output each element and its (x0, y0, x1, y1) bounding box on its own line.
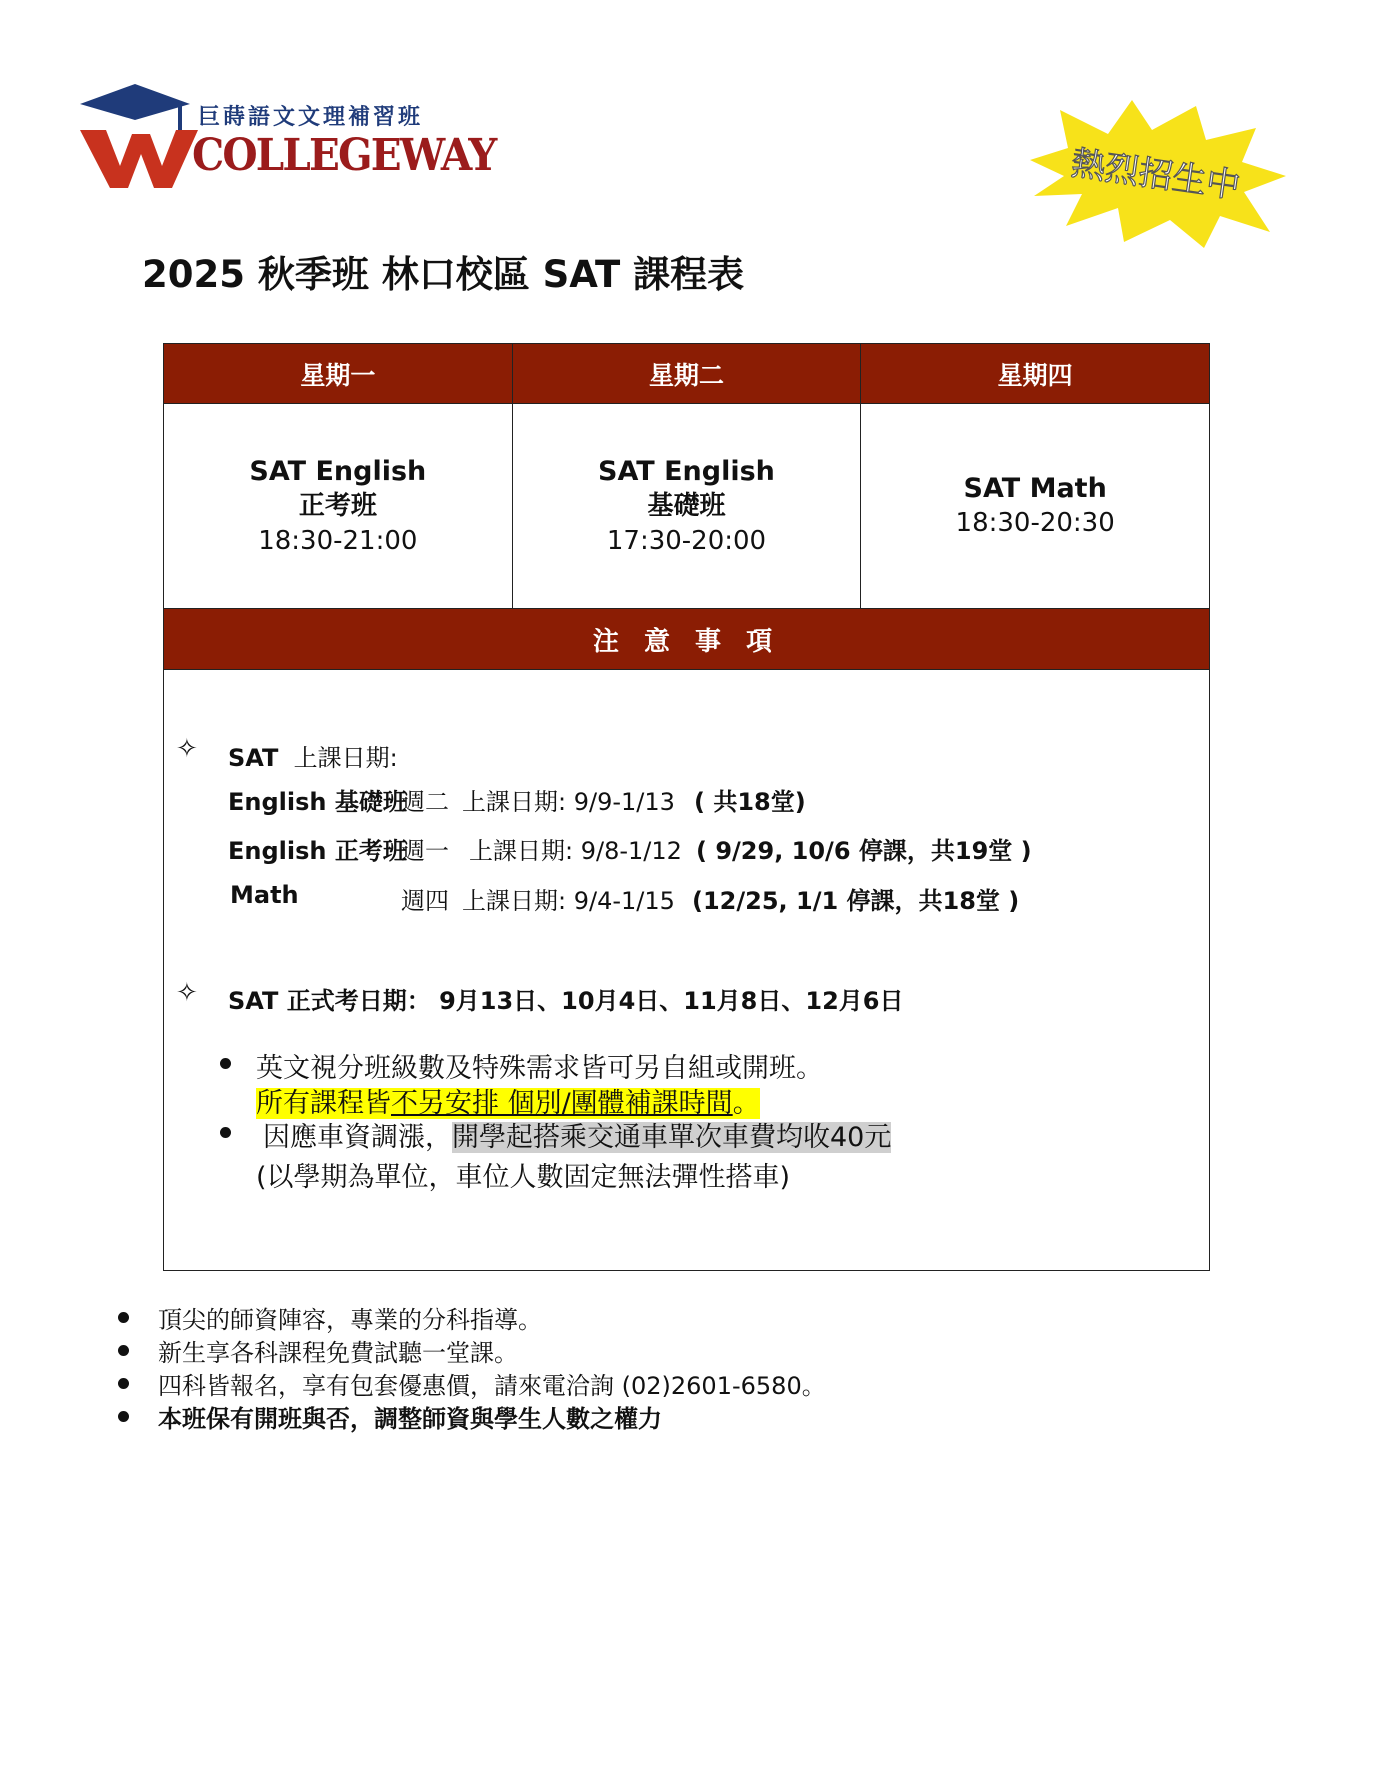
note-bullet-1: 英文視分班級數及特殊需求皆可另自組或開班。 (256, 1053, 823, 1084)
class-dates: 上課日期: 9/8-1/12 (469, 837, 682, 865)
footer-item: 本班保有開班與否，調整師資與學生人數之權力 (118, 1399, 1318, 1432)
course-time: 18:30-20:30 (955, 508, 1115, 538)
class-remark: (12/25, 1/1 停課，共18堂 ) (692, 887, 1020, 915)
footer-list (118, 1300, 1318, 1432)
bullet-dot-icon (118, 1312, 129, 1323)
day-header-mon: 星期一 (164, 344, 513, 404)
starburst-icon (1020, 100, 1290, 250)
class-remark: ( 共18堂) (694, 788, 806, 816)
course-time: 17:30-20:00 (606, 525, 767, 556)
class-day: 週二 (401, 788, 449, 816)
day-header-thu: 星期四 (861, 344, 1210, 404)
bullet-dot-icon (118, 1345, 129, 1356)
logo-name: COLLEGEWAY (192, 130, 496, 181)
school-logo (80, 82, 496, 192)
bullet-dot-icon (118, 1411, 129, 1422)
course-name: SAT Math (963, 473, 1107, 504)
course-level: 正考班 (298, 490, 377, 521)
footer-item: 新生享各科課程免費試聽一堂課。 (118, 1333, 1318, 1366)
course-cell-thu (861, 404, 1210, 609)
schedule-table (163, 343, 1210, 1271)
logo-subtitle: 巨蒔語文文理補習班 (198, 104, 424, 130)
note-bullet-2: 因應車資調漲，開學起搭乘交通車單次車費均收40元 (263, 1122, 892, 1153)
note-bullet-2-detail: (以學期為單位，車位人數固定無法彈性搭車) (256, 1162, 791, 1193)
class-subject: English 正考班 (228, 837, 407, 865)
note-bullet-1-highlight: 所有課程皆不另安排 個別/團體補課時間。 (256, 1088, 760, 1119)
course-name: SAT English (598, 455, 775, 487)
four-point-star-icon: ✧ (176, 734, 198, 764)
four-point-star-icon: ✧ (176, 978, 198, 1008)
badge-text: 熱烈招生中 (1068, 143, 1243, 207)
class-day: 週一 (401, 837, 449, 865)
class-subject: English 基礎班 (228, 788, 407, 816)
course-level: 基礎班 (647, 490, 726, 521)
footer-item: 頂尖的師資陣容，專業的分科指導。 (118, 1300, 1318, 1333)
notes-heading: 注 意 事 項 (164, 609, 1210, 670)
bullet-dot-icon (220, 1127, 231, 1138)
bullet-dot-icon (220, 1058, 231, 1069)
footer-item: 四科皆報名，享有包套優惠價，請來電洽詢 (02)2601-6580。 (118, 1366, 1318, 1399)
class-dates: 上課日期: 9/4-1/15 (462, 887, 675, 915)
exam-dates: SAT 正式考日期： 9月13日、10月4日、11月8日、12月6日 (228, 987, 904, 1015)
course-cell-tue (512, 404, 861, 609)
dates-label: 上課日期: (293, 744, 398, 772)
dates-label-en: SAT (228, 744, 279, 772)
dates-label-row (228, 738, 398, 773)
bullet-dot-icon (118, 1378, 129, 1389)
day-header-tue: 星期二 (512, 344, 861, 404)
course-time: 18:30-21:00 (258, 525, 418, 556)
page-title: 2025 秋季班 林口校區 SAT 課程表 (142, 253, 745, 296)
course-cell-mon (164, 404, 513, 609)
notes-panel (164, 670, 1210, 1271)
class-day: 週四 (401, 887, 449, 915)
class-subject: Math (230, 881, 299, 909)
class-remark: ( 9/29, 10/6 停課，共19堂 ) (696, 837, 1032, 865)
class-dates: 上課日期: 9/9-1/13 (462, 788, 675, 816)
course-name: SAT English (249, 455, 427, 487)
enrollment-badge (1020, 100, 1290, 250)
